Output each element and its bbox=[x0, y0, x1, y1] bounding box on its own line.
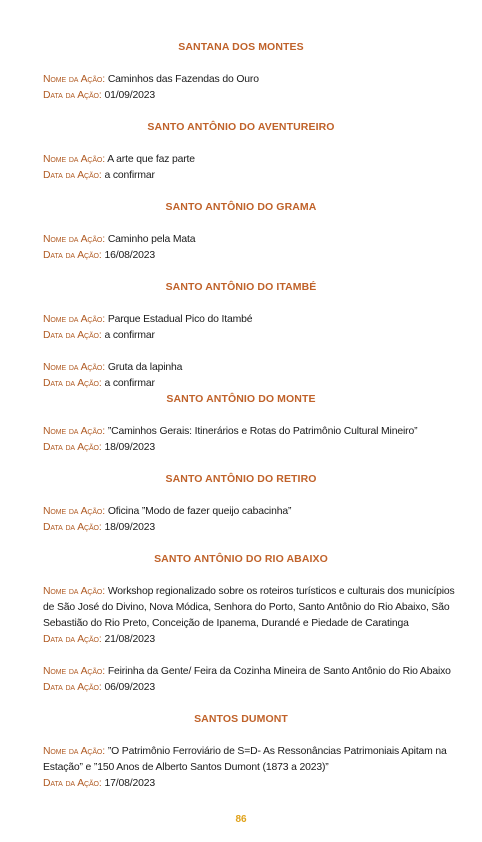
action-date-label: Data da Ação: bbox=[43, 522, 102, 533]
action-name: Oficina ”Modo de fazer queijo cabacinha” bbox=[107, 506, 292, 517]
action-name-continuation: Estação” e ”150 Anos de Alberto Santos Dumont (1873 a 2023)” bbox=[43, 762, 329, 773]
section-title-santo-antonio-do-grama: SANTO ANTÔNIO DO GRAMA bbox=[165, 201, 317, 213]
action-name-line bbox=[43, 232, 195, 247]
action-date-line bbox=[43, 328, 155, 343]
action-name: A arte que faz parte bbox=[107, 154, 195, 165]
action-name-label: Nome da Ação: bbox=[43, 362, 106, 373]
action-name-label: Nome da Ação: bbox=[43, 506, 106, 517]
action-name-label: Nome da Ação: bbox=[43, 314, 106, 325]
action-date-label: Data da Ação: bbox=[43, 90, 102, 101]
section-title-santo-antonio-do-aventureiro: SANTO ANTÔNIO DO AVENTUREIRO bbox=[147, 121, 335, 133]
section-title-santana-dos-montes: SANTANA DOS MONTES bbox=[178, 41, 304, 53]
action-date-label: Data da Ação: bbox=[43, 330, 102, 341]
action-name: Caminho pela Mata bbox=[107, 234, 196, 245]
action-name: ”Caminhos Gerais: Itinerários e Rotas do Patrimônio Cultural Mineiro” bbox=[107, 426, 418, 437]
action-date-label: Data da Ação: bbox=[43, 378, 102, 389]
action-name: Gruta da lapinha bbox=[107, 362, 183, 373]
action-date: 18/09/2023 bbox=[104, 442, 155, 453]
action-name: Parque Estadual Pico do Itambé bbox=[107, 314, 253, 325]
action-name: ”O Patrimônio Ferroviário de S=D- As Ressonâncias Patrimoniais Apitam na bbox=[107, 746, 447, 757]
action-name-label: Nome da Ação: bbox=[43, 666, 106, 677]
action-date-label: Data da Ação: bbox=[43, 778, 102, 789]
page-number: 86 bbox=[235, 814, 247, 825]
section-title-santo-antonio-do-itambe: SANTO ANTÔNIO DO ITAMBÉ bbox=[165, 281, 317, 293]
section-title-santos-dumont: SANTOS DUMONT bbox=[194, 713, 288, 725]
action-name-line bbox=[43, 504, 291, 519]
action-date: a confirmar bbox=[104, 330, 155, 341]
action-date-line bbox=[43, 88, 155, 103]
action-date-line bbox=[43, 680, 155, 695]
action-date-line bbox=[43, 520, 155, 535]
action-name-line bbox=[43, 360, 182, 375]
action-date-label: Data da Ação: bbox=[43, 682, 102, 693]
action-date: 17/08/2023 bbox=[104, 778, 155, 789]
action-name-label: Nome da Ação: bbox=[43, 234, 106, 245]
action-name: Workshop regionalizado sobre os roteiros turísticos e culturais dos municípios bbox=[107, 586, 455, 597]
action-date: 01/09/2023 bbox=[104, 90, 155, 101]
action-date-label: Data da Ação: bbox=[43, 442, 102, 453]
action-date: 21/08/2023 bbox=[104, 634, 155, 645]
action-name-label: Nome da Ação: bbox=[43, 586, 106, 597]
action-name-label: Nome da Ação: bbox=[43, 74, 106, 85]
action-name-line bbox=[43, 584, 455, 599]
action-date-label: Data da Ação: bbox=[43, 634, 102, 645]
action-name-line bbox=[43, 152, 195, 167]
action-name-continuation: de São José do Divino, Nova Módica, Senhora do Porto, Santo Antônio do Rio Abaixo, São bbox=[43, 602, 450, 613]
action-date: 18/09/2023 bbox=[104, 522, 155, 533]
action-date: 16/08/2023 bbox=[104, 250, 155, 261]
section-title-santo-antonio-do-monte: SANTO ANTÔNIO DO MONTE bbox=[166, 393, 316, 405]
action-name-label: Nome da Ação: bbox=[43, 746, 106, 757]
action-name-continuation: Sebastião do Rio Preto, Conceição de Ipanema, Durandé e Piedade de Caratinga bbox=[43, 618, 409, 629]
action-date-line bbox=[43, 440, 155, 455]
section-title-santo-antonio-do-retiro: SANTO ANTÔNIO DO RETIRO bbox=[165, 473, 317, 485]
action-name: Caminhos das Fazendas do Ouro bbox=[107, 74, 259, 85]
section-title-santo-antonio-do-rio-abaixo: SANTO ANTÔNIO DO RIO ABAIXO bbox=[154, 553, 328, 565]
action-name-label: Nome da Ação: bbox=[43, 426, 106, 437]
action-name: Feirinha da Gente/ Feira da Cozinha Mineira de Santo Antônio do Rio Abaixo bbox=[107, 666, 451, 677]
action-date-line bbox=[43, 632, 155, 647]
action-name-line bbox=[43, 424, 417, 439]
action-date: a confirmar bbox=[104, 378, 155, 389]
action-date-line bbox=[43, 376, 155, 391]
action-date-line bbox=[43, 248, 155, 263]
action-date: 06/09/2023 bbox=[104, 682, 155, 693]
action-date-label: Data da Ação: bbox=[43, 170, 102, 181]
action-date-line bbox=[43, 168, 155, 183]
action-date-line bbox=[43, 776, 155, 791]
action-date: a confirmar bbox=[104, 170, 155, 181]
action-name-label: Nome da Ação: bbox=[43, 154, 106, 165]
action-name-line bbox=[43, 312, 252, 327]
action-name-line bbox=[43, 72, 259, 87]
action-name-line bbox=[43, 744, 447, 759]
action-name-line bbox=[43, 664, 451, 679]
action-date-label: Data da Ação: bbox=[43, 250, 102, 261]
